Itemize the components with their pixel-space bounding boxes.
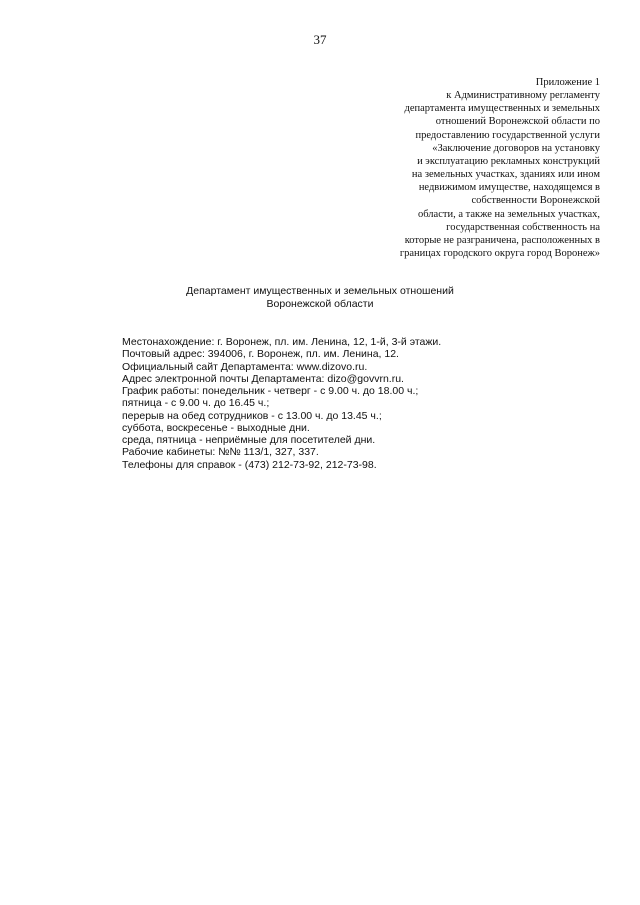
- appendix-line: государственная собственность на: [446, 221, 600, 233]
- appendix-line: «Заключение договоров на установку: [432, 142, 600, 154]
- phones-text: Телефоны для справок - (473) 212-73-92, 212-73-98.: [122, 458, 377, 471]
- appendix-line: границах городского округа город Воронеж»: [399, 248, 600, 260]
- location-text: Местонахождение: г. Воронеж, пл. им. Ленина, 12, 1-й, 3-й этажи.: [122, 336, 442, 348]
- appendix-line: области, а также на земельных участках,: [417, 208, 600, 220]
- lunch-break-text: перерыв на обед сотрудников - с 13.00 ч. до 13.45 ч.;: [122, 409, 382, 422]
- no-visitors-days-text: среда, пятница - неприёмные для посетителей дни.: [122, 434, 376, 446]
- email-text: Адрес электронной почты Департамента: dizo@govvrn.ru.: [122, 372, 404, 385]
- department-heading: [0, 285, 640, 311]
- appendix-line: которые не разграничена, расположенных в: [404, 234, 600, 246]
- appendix-line: и эксплуатацию рекламных конструкций: [417, 155, 600, 167]
- appendix-line: предоставлению государственной услуги: [415, 129, 600, 141]
- appendix-line: на земельных участках, зданиях или ином: [411, 169, 600, 181]
- appendix-line: Приложение 1: [535, 77, 600, 88]
- offices-text: Рабочие кабинеты: №№ 113/1, 327, 337.: [122, 446, 319, 459]
- appendix-line: недвижимом имуществе, находящемся в: [418, 182, 600, 194]
- schedule-friday-text: пятница - с 9.00 ч. до 16.45 ч.;: [122, 397, 270, 410]
- appendix-block: [360, 76, 600, 260]
- website-text: Официальный сайт Департамента: www.dizovo.ru.: [122, 360, 368, 373]
- weekend-text: суббота, воскресенье - выходные дни.: [122, 421, 310, 434]
- page-number: 37: [313, 32, 327, 47]
- postal-address-text: Почтовый адрес: 394006, г. Воронеж, пл. им. Ленина, 12.: [122, 348, 399, 361]
- appendix-line: собственности Воронежской: [471, 195, 600, 207]
- department-heading-line: Департамент имущественных и земельных отношений: [186, 285, 454, 297]
- schedule-weekdays-text: График работы: понедельник - четверг - с 9.00 ч. до 18.00 ч.;: [122, 385, 419, 397]
- appendix-line: отношений Воронежской области по: [435, 116, 600, 128]
- contact-info-block: [122, 336, 562, 471]
- appendix-line: к Административному регламенту: [446, 90, 600, 102]
- department-heading-line: Воронежской области: [266, 298, 374, 310]
- appendix-line: департамента имущественных и земельных: [404, 103, 600, 115]
